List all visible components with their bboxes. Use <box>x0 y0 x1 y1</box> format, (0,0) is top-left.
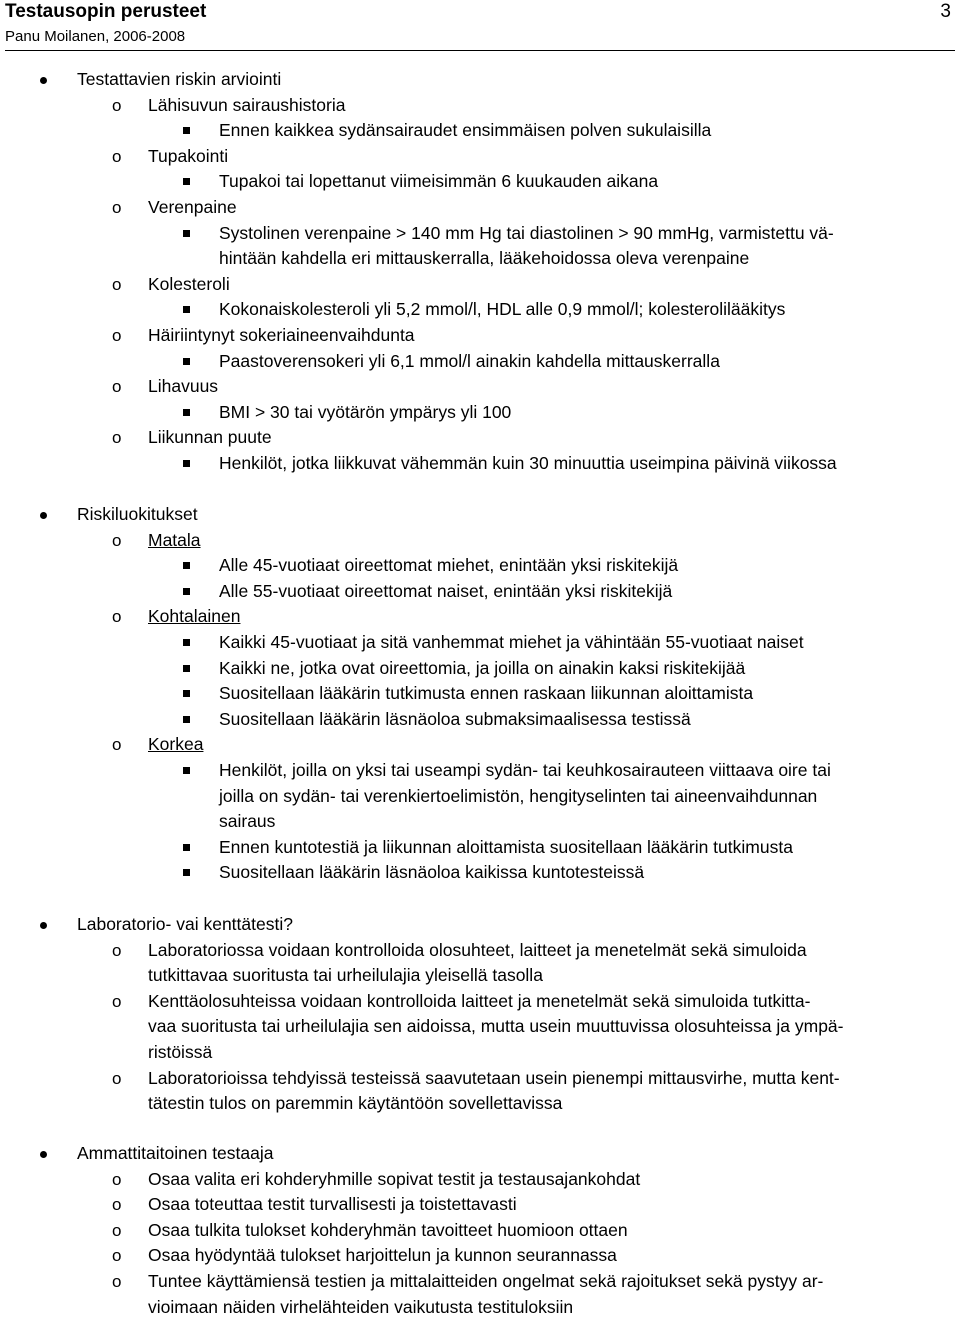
list-item-text: Kaikki ne, jotka ovat oireettomia, ja joilla on ainakin kaksi riskitekijää <box>219 657 746 678</box>
square-bullet-icon <box>183 178 190 185</box>
circle-bullet-icon: o <box>112 95 122 115</box>
list-item-text: hintään kahdella eri mittauskerralla, lääkehoidossa oleva verenpaine <box>219 248 750 269</box>
list-item-text: Paastoverensokeri yli 6,1 mmol/l ainakin kahdella mittauskerralla <box>219 350 720 371</box>
document-title: Testausopin perusteet <box>5 1 207 22</box>
circle-bullet-icon: o <box>112 274 122 294</box>
list-item-text: joilla on sydän- tai verenkiertoelimistön, hengityselinten tai aineenvaihdunnan <box>219 785 818 806</box>
list-item-text: Henkilöt, joilla on yksi tai useampi sydän- tai keuhkosairauteen viittaava oire tai <box>219 760 831 780</box>
sub-heading: Liikunnan puute <box>148 427 272 448</box>
square-bullet-icon <box>183 306 190 313</box>
sub-heading: Kohtalainen <box>148 606 241 627</box>
section-heading: Testattavien riskin arviointi <box>77 69 282 89</box>
circle-bullet-icon: o <box>112 607 122 627</box>
bullet-icon <box>40 922 47 929</box>
circle-bullet-icon: o <box>112 146 122 166</box>
square-bullet-icon <box>183 690 190 697</box>
document-author: Panu Moilanen, 2006-2008 <box>5 28 186 45</box>
sub-heading: Verenpaine <box>148 197 237 217</box>
sub-item-text: vioimaan näiden virhelähteiden vaikutusta testituloksiin <box>148 1296 574 1317</box>
sub-heading: Lihavuus <box>148 376 219 397</box>
section-heading: Ammattitaitoinen testaaja <box>77 1143 274 1163</box>
square-bullet-icon <box>183 665 190 672</box>
sub-heading: Lähisuvun sairaushistoria <box>148 94 346 115</box>
bullet-icon <box>40 77 47 84</box>
list-item-text: Systolinen verenpaine > 140 mm Hg tai diastolinen > 90 mmHg, varmistettu vä- <box>219 222 834 243</box>
circle-bullet-icon: o <box>112 1246 122 1266</box>
square-bullet-icon <box>183 588 190 595</box>
sub-heading: Häiriintynyt sokeriaineenvaihdunta <box>148 325 415 345</box>
square-bullet-icon <box>183 127 190 134</box>
list-item-text: Kaikki 45-vuotiaat ja sitä vanhemmat miehet ja vähintään 55-vuotiaat naiset <box>219 632 804 652</box>
sub-item-text: Laboratorioissa tehdyissä testeissä saavutetaan usein pienempi mittausvirhe, mutta kent- <box>148 1067 840 1088</box>
sub-item-text: Laboratoriossa voidaan kontrolloida olosuhteet, laitteet ja menetelmät sekä simuloida <box>148 939 807 960</box>
circle-bullet-icon: o <box>112 326 122 345</box>
square-bullet-icon <box>183 409 190 416</box>
square-bullet-icon <box>183 767 190 774</box>
page-header <box>5 0 955 51</box>
sub-item-text: Tuntee käyttämiensä testien ja mittalaitteiden ongelmat sekä rajoitukset sekä pystyy ar- <box>148 1271 824 1291</box>
circle-bullet-icon: o <box>112 1068 122 1088</box>
square-bullet-icon <box>183 869 190 876</box>
bullet-icon <box>40 1151 47 1158</box>
square-bullet-icon <box>183 844 190 851</box>
circle-bullet-icon: o <box>112 1272 122 1291</box>
sub-heading: Tupakointi <box>148 145 229 166</box>
square-bullet-icon <box>183 716 190 723</box>
list-item-text: sairaus <box>219 811 276 832</box>
list-item-text: Kokonaiskolesteroli yli 5,2 mmol/l, HDL alle 0,9 mmol/l; kolesterolilääkitys <box>219 299 786 320</box>
sub-item-text: tätestin tulos on paremmin käytäntöön sovellettavissa <box>148 1093 563 1114</box>
sub-item-text: Osaa hyödyntää tulokset harjoittelun ja kunnon seurannassa <box>148 1245 617 1266</box>
sub-heading: Matala <box>148 529 201 550</box>
bullet-icon <box>40 512 47 519</box>
square-bullet-icon <box>183 562 190 569</box>
circle-bullet-icon: o <box>112 735 122 755</box>
list-item-text: Alle 45-vuotiaat oireettomat miehet, enintään yksi riskitekijä <box>219 555 679 576</box>
list-item-text: Alle 55-vuotiaat oireettomat naiset, enintään yksi riskitekijä <box>219 580 673 601</box>
page-number: 3 <box>940 1 951 22</box>
square-bullet-icon <box>183 358 190 365</box>
circle-bullet-icon: o <box>112 991 122 1011</box>
sub-item-text: Kenttäolosuhteissa voidaan kontrolloida laitteet ja menetelmät sekä simuloida tutkitta- <box>148 990 811 1011</box>
sub-heading: Kolesteroli <box>148 273 230 294</box>
circle-bullet-icon: o <box>112 198 122 217</box>
sub-item-text: tutkittavaa suoritusta tai urheilulajia yleisellä tasolla <box>148 965 543 986</box>
section-heading: Riskiluokitukset <box>77 504 198 524</box>
circle-bullet-icon: o <box>112 1220 122 1240</box>
list-item-text: Suositellaan lääkärin tutkimusta ennen raskaan liikunnan aloittamista <box>219 683 754 704</box>
list-item-text: Suositellaan lääkärin läsnäoloa kaikissa kuntotesteissä <box>219 862 645 883</box>
section-heading: Laboratorio- vai kenttätesti? <box>77 914 293 934</box>
sub-item-text: vaa suoritusta tai urheilulajia sen aidoissa, mutta usein muuttuvissa olosuhteissa ja ympä- <box>148 1016 844 1037</box>
circle-bullet-icon: o <box>112 940 122 960</box>
circle-bullet-icon: o <box>112 1195 122 1215</box>
list-item-text: BMI > 30 tai vyötärön ympärys yli 100 <box>219 401 512 422</box>
circle-bullet-icon: o <box>112 428 122 448</box>
sub-item-text: Osaa valita eri kohderyhmille sopivat testit ja testausajankohdat <box>148 1168 641 1189</box>
square-bullet-icon <box>183 230 190 237</box>
list-item-text: Suositellaan lääkärin läsnäoloa submaksimaalisessa testissä <box>219 708 691 729</box>
circle-bullet-icon: o <box>112 530 122 550</box>
sub-item-text: ristöissä <box>148 1042 213 1062</box>
list-item-text: Ennen kaikkea sydänsairaudet ensimmäisen polven sukulaisilla <box>219 120 712 141</box>
list-item-text: Tupakoi tai lopettanut viimeisimmän 6 kuukauden aikana <box>219 171 659 192</box>
square-bullet-icon <box>183 639 190 646</box>
list-item-text: Henkilöt, jotka liikkuvat vähemmän kuin 30 minuuttia useimpina päivinä viikossa <box>219 453 837 473</box>
sub-heading: Korkea <box>148 734 204 755</box>
sub-item-text: Osaa tulkita tulokset kohderyhmän tavoitteet huomioon ottaen <box>148 1219 628 1240</box>
circle-bullet-icon: o <box>112 377 122 397</box>
square-bullet-icon <box>183 460 190 467</box>
sub-item-text: Osaa toteuttaa testit turvallisesti ja toistettavasti <box>148 1194 517 1215</box>
circle-bullet-icon: o <box>112 1169 122 1189</box>
list-item-text: Ennen kuntotestiä ja liikunnan aloittamista suositellaan lääkärin tutkimusta <box>219 836 793 857</box>
